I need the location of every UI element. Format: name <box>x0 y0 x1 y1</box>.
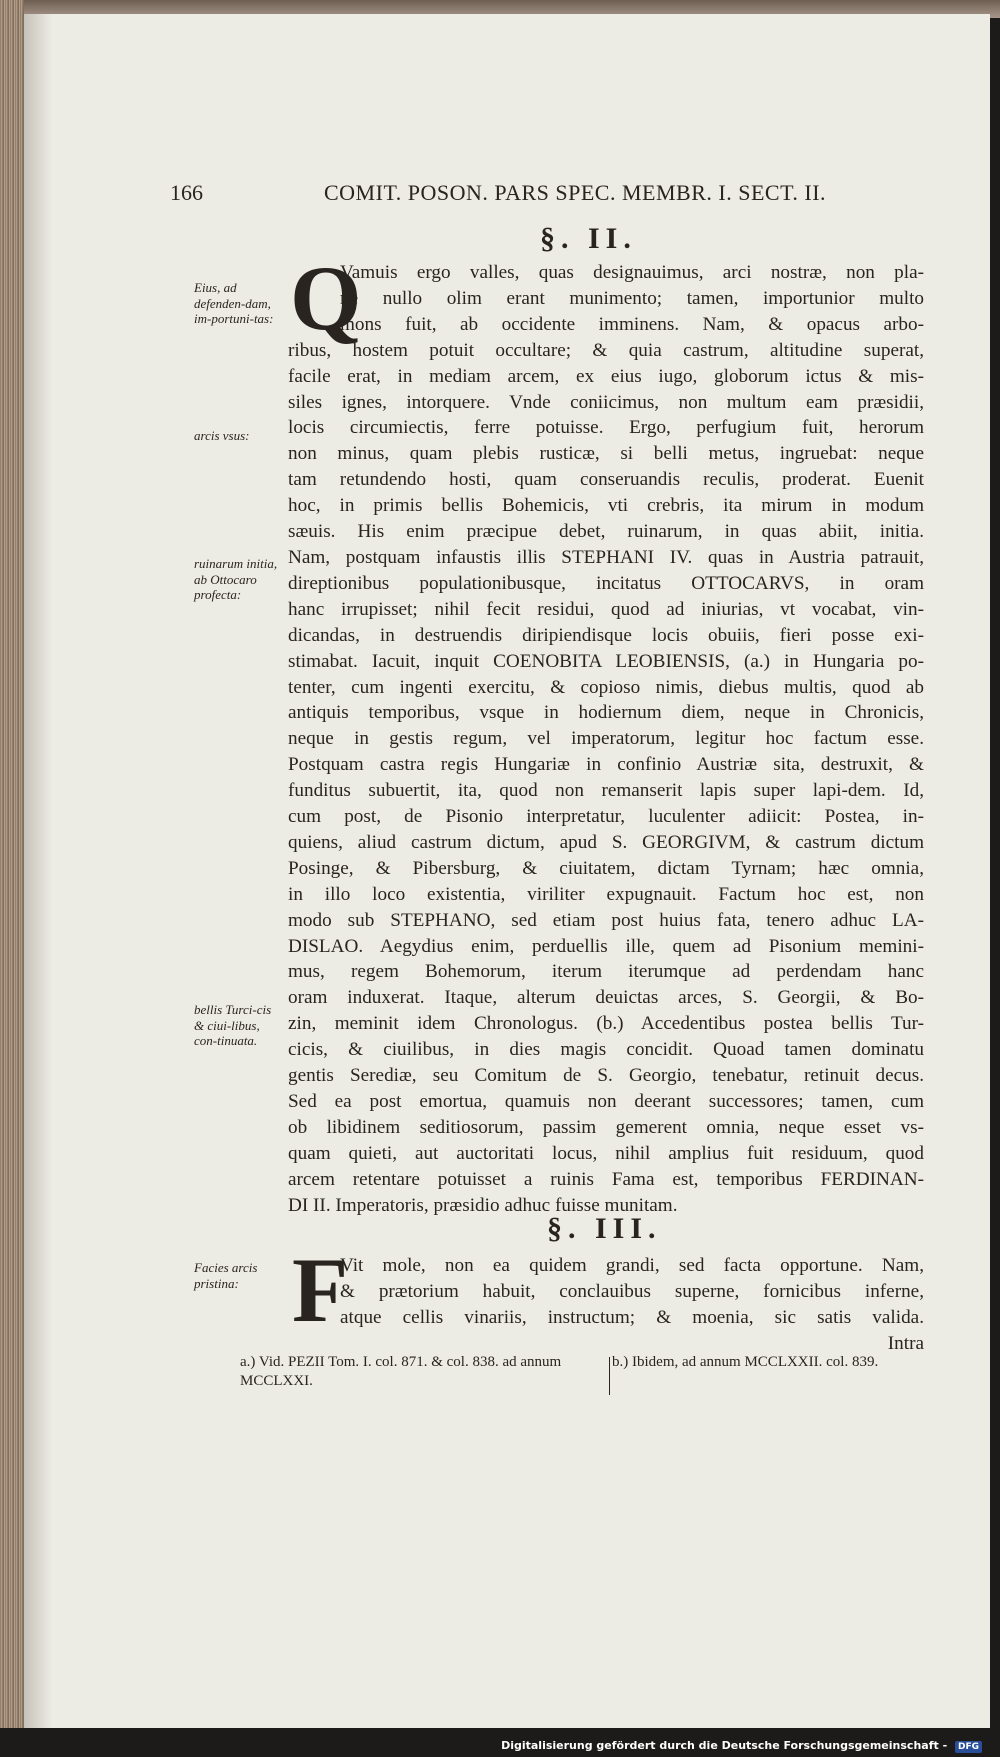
marginal-note-3: ruinarum initia, ab Ottocaro profecta: <box>194 556 278 602</box>
sec2-line: cum post, de Pisonio interpretatur, luculenter adiicit: Postea, in- <box>288 806 924 828</box>
section-heading-2: §. II. <box>540 222 637 255</box>
sec2-line: quiens, aliud castrum dictum, apud S. GEORGIVM, & castrum dictum <box>288 831 924 853</box>
sec2-line: Postquam castra regis Hungariæ in confinio Austriæ sita, destruxit, & <box>288 754 924 776</box>
sec3-line: Vit mole, non ea quidem grandi, sed facta opportune. Nam, <box>340 1255 924 1276</box>
sec2-line: antiquis temporibus, vsque in hodiernum diem, neque in Chronicis, <box>288 702 924 724</box>
sec2-line: non minus, quam plebis rusticæ, si belli metus, ingruebat: neque <box>288 443 924 465</box>
sec2-line: Sed ea post emortua, quamuis non deerant successores; tamen, cum <box>288 1091 924 1112</box>
section-heading-3: §. III. <box>547 1212 662 1245</box>
gutter-shadow <box>22 14 52 1728</box>
sec2-line: locis circumiectis, ferre potuisse. Ergo, perfugium fuit, herorum <box>288 417 924 439</box>
marginal-note-4: bellis Turci-cis & ciui-libus, con-tinuata. <box>194 1002 272 1048</box>
sec3-line: & prætorium habuit, conclauibus superne, fornicibus inferne, <box>340 1280 924 1302</box>
credit-text: Digitalisierung gefördert durch die Deutsche Forschungsgemeinschaft - <box>501 1739 948 1752</box>
marginal-note-5: Facies arcis pristina: <box>194 1260 258 1291</box>
sec2-line: hanc irrupisset; nihil fecit residui, quod ad iniurias, vt vocabat, vin- <box>288 598 924 620</box>
book-page-edges <box>0 0 24 1730</box>
marginal-note-2: arcis vsus: <box>194 428 250 443</box>
sec2-line: Vamuis ergo valles, quas designauimus, arci nostræ, non pla- <box>340 262 924 283</box>
marginal-note-1: Eius, ad defenden-dam, im-portuni-tas: <box>194 280 274 326</box>
digitization-credit <box>501 1739 982 1753</box>
sec2-line: mus, regem Bohemorum, iterum iterumque ad perdendam hanc <box>288 961 924 983</box>
sec2-line: oram induxerat. Itaque, alterum deuictas arces, S. Georgii, & Bo- <box>288 987 924 1009</box>
sec2-line: funditus subuertit, ita, quod non remanserit lapis super lapi-dem. Id, <box>288 780 924 802</box>
section-3-text <box>288 1253 924 1357</box>
sec2-line: zin, meminit idem Chronologus. (b.) Accedentibus postea bellis Tur- <box>288 1013 924 1035</box>
section-2-text <box>288 260 924 1219</box>
drop-cap-f: F <box>292 1239 349 1341</box>
sec2-line: ob libidinem seditiosorum, passim gemerent omnia, neque esset vs- <box>288 1116 924 1138</box>
sec2-line: DISLAO. Aegydius enim, perduellis ille, quem ad Pisonium memini- <box>288 935 924 957</box>
drop-cap-q: Q <box>290 247 362 349</box>
page-number: 166 <box>170 180 203 205</box>
footnote-a: a.) Vid. PEZII Tom. I. col. 871. & col. 838. ad annum MCCLXXI. <box>240 1354 562 1389</box>
sec2-line: hoc, in primis bellis Bohemicis, vti crebris, ita mirum in modum <box>288 495 924 517</box>
dfg-logo: DFG <box>955 1741 982 1753</box>
sec2-line: mons fuit, ab occidente imminens. Nam, & opacus arbo- <box>340 313 924 335</box>
sec2-line: dicandas, in destruendis diripiendisque locis obuiis, fieri posse exi- <box>288 624 924 646</box>
sec2-line: arcem retentare potuisset a ruinis Fama est, temporibus FERDINAN- <box>288 1168 924 1190</box>
sec2-line: Posinge, & Pibersburg, & ciuitatem, dictam Tyrnam; hæc omnia, <box>288 857 924 879</box>
footnote-separator <box>609 1357 610 1395</box>
sec2-line: modo sub STEPHANO, sed etiam post huius fata, tenero adhuc LA- <box>288 909 924 931</box>
sec2-line: tenter, cum ingenti exercitu, & copioso nimis, diebus multis, quod ab <box>288 676 924 698</box>
running-title: COMIT. POSON. PARS SPEC. MEMBR. I. SECT. II. <box>324 180 827 205</box>
sec2-line: quam quieti, aut auctoritati locus, nihil amplius fuit residuum, quod <box>288 1142 924 1164</box>
sec2-line: siles ignes, intorquere. Vnde coniicimus, non multum eam præsidii, <box>288 391 924 413</box>
sec2-line: sæuis. His enim præcipue debet, ruinarum, in quas abiit, initia. <box>288 521 924 543</box>
footnote-b: b.) Ibidem, ad annum MCCLXXII. col. 839. <box>612 1354 879 1370</box>
sec2-line: neque in gestis regum, vel imperatorum, legitur hoc factum esse. <box>288 728 924 750</box>
sec2-line: cicis, & ciuilibus, in dies magis concidit. Quoad tamen dominatu <box>288 1039 924 1061</box>
sec2-line: DI II. Imperatoris, præsidio adhuc fuisse munitam. <box>288 1194 678 1216</box>
sec2-line: gentis Serediæ, seu Comitum de S. Georgio, tenebatur, retinuit decus. <box>288 1065 924 1087</box>
sec2-line: Nam, postquam infaustis illis STEPHANI IV. quas in Austria patrauit, <box>288 546 924 568</box>
sec2-line: in illo loco existentia, viriliter expugnauit. Factum hoc est, non <box>288 883 924 905</box>
sec2-line: ribus, hostem potuit occultare; & quia castrum, altitudine superat, <box>288 339 924 361</box>
sec2-line: stimabat. Iacuit, inquit COENOBITA LEOBIENSIS, (a.) in Hungaria po- <box>288 650 924 672</box>
sec2-line: facile erat, in mediam arcem, ex eius iugo, globorum ictus & mis- <box>288 365 924 387</box>
sec3-line: atque cellis vinariis, instructum; & moenia, sic satis valida. <box>340 1306 924 1328</box>
sec2-line: direptionibus populationibusque, incitatus OTTOCARVS, in oram <box>288 572 924 594</box>
sec2-line: tam retundendo hosti, quam conseruandis reculis, proderat. Euenit <box>288 469 924 491</box>
sec3-line: Intra <box>887 1332 924 1354</box>
sec2-line: ne nullo olim erant munimento; tamen, importunior multo <box>340 287 924 309</box>
